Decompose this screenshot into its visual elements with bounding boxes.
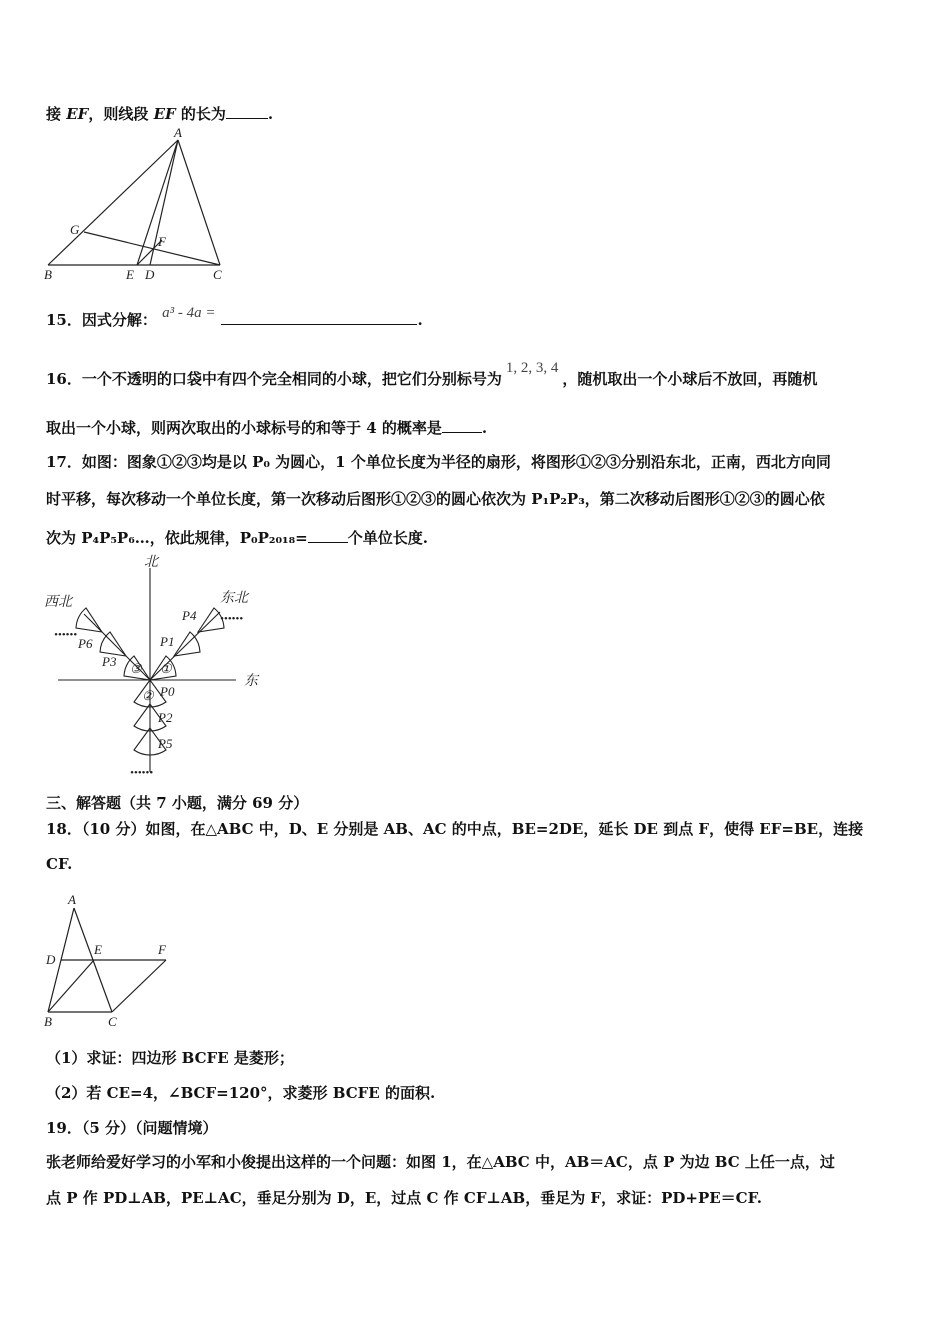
- q17-sector-figure: [40, 552, 270, 780]
- q15-number: 15．因式分解：: [46, 311, 157, 329]
- q17-line-2: 时平移，每次移动一个单位长度，第一次移动后图形①②③的圆心依次为 P₁P₂P₃，第二次移动后图形①②③的圆心依: [46, 490, 825, 508]
- q17-label-p6: P6: [78, 636, 93, 651]
- q18-label-d: D: [46, 952, 56, 967]
- q14-ef: EF: [66, 105, 89, 123]
- q14-ef-2: EF: [153, 105, 176, 123]
- q17-label-p0: P0: [160, 684, 175, 699]
- q15-answer-blank: [221, 310, 417, 325]
- q16-numbers: 1, 2, 3, 4: [505, 360, 559, 376]
- q17-line3-suffix: 个单位长度.: [347, 529, 428, 547]
- q16-line2: 取出一个小球，则两次取出的小球标号的和等于 4 的概率是: [46, 419, 442, 437]
- q17-label-circ3: ③: [130, 661, 142, 676]
- q17-label-p5: P5: [158, 736, 173, 751]
- q17-dots-s: ••••••: [130, 767, 154, 779]
- q16-line-2: [46, 417, 487, 438]
- q14-line-ac: [178, 140, 220, 265]
- q14-tail-end: 的长为: [175, 105, 226, 123]
- q17-label-northeast: 东北: [220, 591, 248, 606]
- q14-label-e: E: [126, 267, 134, 282]
- q18-label-e: E: [94, 942, 102, 957]
- q17-line-3: [46, 527, 428, 548]
- q17-label-north: 北: [144, 555, 158, 570]
- q14-label-c: C: [213, 267, 222, 282]
- q18-rhombus-figure: [40, 890, 180, 1032]
- q14-label-d: D: [145, 267, 155, 282]
- q16-line1-prefix: 16．一个不透明的口袋中有四个完全相同的小球，把它们分别标号为: [46, 370, 502, 388]
- q18-label-f: F: [158, 942, 166, 957]
- q17-dots-ne: ••••••: [220, 613, 244, 625]
- q17-line-1: 17．如图：图象①②③均是以 P₀ 为圆心，1 个单位长度为半径的扇形，将图形①②③分别沿东北，正南，西北方向同: [46, 453, 831, 471]
- q14-tail-line: [46, 103, 273, 124]
- q14-label-b: B: [44, 267, 52, 282]
- q17-label-northwest: 西北: [44, 595, 72, 610]
- q14-tail-mid: ，则线段: [88, 105, 154, 123]
- q17-label-p1: P1: [160, 634, 175, 649]
- q14-tail-prefix: 接: [46, 105, 67, 123]
- q15-line: [46, 305, 423, 330]
- section-3-title: 三、解答题（共 7 小题，满分 69 分）: [46, 794, 309, 812]
- q19-line-2: 点 P 作 PD⊥AB，PE⊥AC，垂足分别为 D，E，过点 C 作 CF⊥AB，垂足为 F，求证：PD+PE＝CF.: [46, 1189, 762, 1207]
- q16-line-1: [46, 360, 818, 389]
- q14-label-a: A: [174, 128, 182, 140]
- q17-label-circ1: ①: [160, 661, 172, 676]
- q17-dots-nw: ••••••: [54, 629, 78, 641]
- q17-label-p3: P3: [102, 654, 117, 669]
- q18-line-cf: [112, 960, 166, 1012]
- q19-line-1: 张老师给爱好学习的小军和小俊提出这样的一个问题：如图 1，在△ABC 中，AB＝AC，点 P 为边 BC 上任一点，过: [46, 1153, 835, 1171]
- q16-answer-blank: [442, 418, 482, 433]
- q16-period: .: [481, 419, 488, 437]
- q17-answer-blank: [308, 528, 348, 543]
- q16-line1-suffix: ，随机取出一个小球后不放回，再随机: [562, 370, 818, 388]
- q17-label-circ2: ②: [142, 688, 154, 703]
- q15-period: .: [417, 311, 423, 329]
- q14-period: .: [267, 105, 274, 123]
- q18-label-b: B: [44, 1014, 52, 1029]
- q18-line-2: CF.: [46, 855, 73, 873]
- q19-head: 19．（5 分）（问题情境）: [46, 1119, 218, 1137]
- q14-label-f: F: [158, 234, 166, 249]
- q17-line3-prefix: 次为 P₄P₅P₆…，依此规律，P₀P₂₀₁₈=: [46, 529, 308, 547]
- q17-label-east: 东: [244, 674, 258, 689]
- q18-part-2: （2）若 CE=4，∠BCF=120°，求菱形 BCFE 的面积.: [46, 1084, 436, 1102]
- q17-label-p4: P4: [182, 608, 197, 623]
- q14-answer-blank: [226, 104, 268, 119]
- q17-label-p2: P2: [158, 710, 173, 725]
- q14-line-gc: [84, 232, 220, 265]
- q14-label-g: G: [70, 222, 80, 237]
- q14-triangle-figure: [40, 128, 240, 286]
- q18-label-c: C: [108, 1014, 117, 1029]
- q18-label-a: A: [68, 892, 76, 907]
- q18-line-1: 18．（10 分）如图，在△ABC 中，D、E 分别是 AB、AC 的中点，BE=2DE，延长 DE 到点 F，使得 EF=BE，连接: [46, 820, 864, 838]
- q18-part-1: （1）求证：四边形 BCFE 是菱形；: [46, 1049, 294, 1067]
- q15-expression: a³ - 4a =: [162, 305, 216, 321]
